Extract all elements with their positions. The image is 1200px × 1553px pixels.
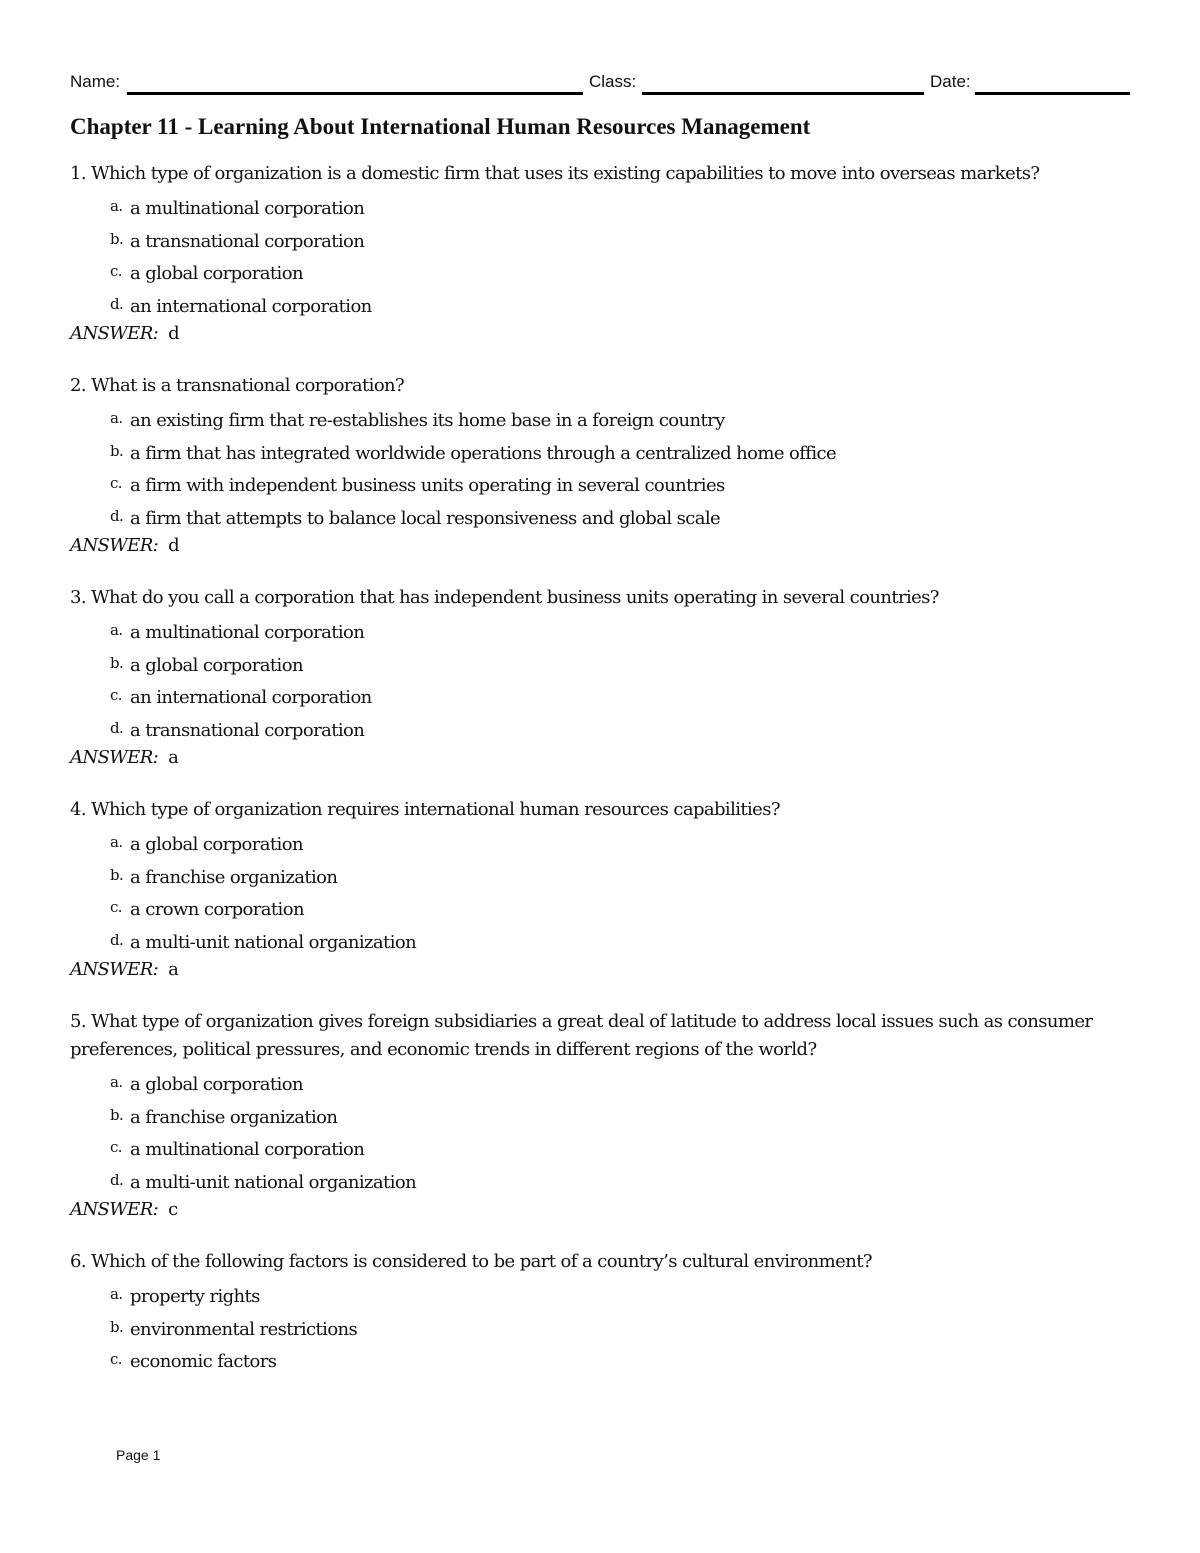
student-info-header — [70, 70, 1130, 100]
answer-value: a — [168, 747, 179, 768]
answer-key — [70, 320, 1130, 350]
question-item — [70, 584, 1130, 774]
option-letter: d. — [110, 930, 124, 949]
question-prompt: What do you call a corporation that has independent business units operating in several countries? — [91, 587, 939, 608]
option-letter: b. — [110, 441, 124, 460]
answer-option[interactable] — [110, 402, 1130, 435]
option-letter: d. — [110, 506, 124, 525]
answer-value: d — [168, 323, 180, 344]
option-text: a firm that attempts to balance local responsiveness and global scale — [130, 507, 721, 529]
option-letter: a. — [110, 197, 123, 215]
question-text — [70, 160, 1130, 188]
question-prompt: What type of organization gives foreign subsidiaries a great deal of latitude to address local issues such as consumer preferences, political pressures, and economic trends in different regions of the world? — [70, 1011, 1093, 1060]
name-label: Name: — [70, 72, 121, 91]
option-letter: a. — [110, 409, 123, 427]
question-text — [70, 1248, 1130, 1276]
option-letter: b. — [110, 653, 124, 672]
answer-option[interactable] — [110, 924, 1130, 957]
option-text: a multinational corporation — [130, 1139, 365, 1160]
question-number: 2. — [70, 375, 86, 396]
page-number: Page 1 — [116, 1447, 161, 1463]
question-item — [70, 160, 1130, 350]
option-text: a multinational corporation — [130, 622, 365, 643]
option-text: a transnational corporation — [130, 719, 365, 741]
question-prompt: What is a transnational corporation? — [91, 375, 405, 396]
answer-value: a — [168, 959, 179, 980]
question-item — [70, 796, 1130, 986]
option-letter: a. — [110, 1073, 123, 1091]
answer-option[interactable] — [110, 255, 1130, 288]
option-letter: a. — [110, 621, 123, 639]
answer-option[interactable] — [110, 1131, 1130, 1164]
answer-option[interactable] — [110, 288, 1130, 321]
option-text: a firm with independent business units operating in several countries — [130, 475, 725, 496]
question-prompt: Which type of organization is a domestic firm that uses its existing capabilities to move into overseas markets? — [91, 163, 1040, 184]
answer-options — [70, 1278, 1130, 1376]
question-item — [70, 372, 1130, 562]
answer-option[interactable] — [110, 190, 1130, 223]
option-text: economic factors — [130, 1351, 277, 1372]
answer-value: d — [168, 535, 180, 556]
option-text: a franchise organization — [130, 866, 338, 888]
option-letter: c. — [110, 1350, 122, 1368]
option-letter: b. — [110, 1105, 124, 1124]
answer-option[interactable] — [110, 647, 1130, 680]
question-text — [70, 796, 1130, 824]
option-letter: c. — [110, 474, 122, 492]
answer-option[interactable] — [110, 1164, 1130, 1197]
question-list — [70, 160, 1130, 1398]
option-letter: a. — [110, 833, 123, 851]
option-letter: c. — [110, 262, 122, 280]
answer-options — [70, 614, 1130, 744]
question-prompt: Which type of organization requires international human resources capabilities? — [91, 799, 780, 820]
option-text: environmental restrictions — [130, 1318, 358, 1340]
question-number: 5. — [70, 1011, 86, 1032]
option-text: a firm that has integrated worldwide operations through a centralized home office — [130, 442, 837, 464]
option-letter: a. — [110, 1285, 123, 1303]
option-text: a multinational corporation — [130, 198, 365, 219]
option-text: a multi-unit national organization — [130, 1171, 417, 1193]
option-text: a franchise organization — [130, 1106, 338, 1128]
class-field[interactable] — [642, 92, 924, 95]
answer-option[interactable] — [110, 1343, 1130, 1376]
answer-option[interactable] — [110, 1066, 1130, 1099]
answer-options — [70, 190, 1130, 320]
option-letter: c. — [110, 1138, 122, 1156]
answer-label: ANSWER: — [70, 959, 159, 980]
answer-key — [70, 956, 1130, 986]
answer-key — [70, 1196, 1130, 1226]
answer-label: ANSWER: — [70, 1199, 159, 1220]
option-letter: d. — [110, 294, 124, 313]
date-label: Date: — [930, 72, 971, 91]
answer-label: ANSWER: — [70, 323, 159, 344]
answer-option[interactable] — [110, 435, 1130, 468]
answer-option[interactable] — [110, 1099, 1130, 1132]
question-number: 6. — [70, 1251, 86, 1272]
answer-option[interactable] — [110, 712, 1130, 745]
question-item — [70, 1248, 1130, 1376]
name-field[interactable] — [127, 92, 583, 95]
question-number: 3. — [70, 587, 86, 608]
answer-options — [70, 1066, 1130, 1196]
answer-option[interactable] — [110, 1278, 1130, 1311]
option-text: an international corporation — [130, 295, 372, 317]
option-letter: b. — [110, 229, 124, 248]
option-letter: c. — [110, 898, 122, 916]
option-text: a crown corporation — [130, 899, 304, 920]
option-letter: d. — [110, 1170, 124, 1189]
answer-value: c — [168, 1199, 178, 1220]
question-item — [70, 1008, 1130, 1226]
answer-option[interactable] — [110, 467, 1130, 500]
question-text — [70, 1008, 1130, 1064]
option-text: a global corporation — [130, 834, 303, 855]
option-letter: b. — [110, 865, 124, 884]
answer-option[interactable] — [110, 859, 1130, 892]
option-text: property rights — [130, 1286, 260, 1307]
option-letter: d. — [110, 718, 124, 737]
answer-option[interactable] — [110, 826, 1130, 859]
answer-options — [70, 402, 1130, 532]
answer-key — [70, 744, 1130, 774]
question-number: 1. — [70, 163, 86, 184]
answer-option[interactable] — [110, 614, 1130, 647]
option-text: a multi-unit national organization — [130, 931, 417, 953]
date-field[interactable] — [975, 92, 1130, 95]
option-text: an existing firm that re-establishes its home base in a foreign country — [130, 410, 725, 431]
question-number: 4. — [70, 799, 86, 820]
answer-key — [70, 532, 1130, 562]
option-letter: b. — [110, 1317, 124, 1336]
answer-option[interactable] — [110, 500, 1130, 533]
option-text: a global corporation — [130, 1074, 303, 1095]
answer-option[interactable] — [110, 223, 1130, 256]
option-text: a global corporation — [130, 263, 303, 284]
answer-label: ANSWER: — [70, 747, 159, 768]
question-text — [70, 584, 1130, 612]
answer-option[interactable] — [110, 1311, 1130, 1344]
question-text — [70, 372, 1130, 400]
answer-options — [70, 826, 1130, 956]
class-label: Class: — [589, 72, 637, 91]
answer-option[interactable] — [110, 679, 1130, 712]
question-prompt: Which of the following factors is considered to be part of a country’s cultural environment? — [91, 1251, 872, 1272]
option-text: a transnational corporation — [130, 230, 365, 252]
answer-label: ANSWER: — [70, 535, 159, 556]
page-title: Chapter 11 - Learning About International Human Resources Management — [70, 114, 811, 139]
option-text: an international corporation — [130, 687, 372, 708]
option-text: a global corporation — [130, 654, 303, 676]
option-letter: c. — [110, 686, 122, 704]
answer-option[interactable] — [110, 891, 1130, 924]
